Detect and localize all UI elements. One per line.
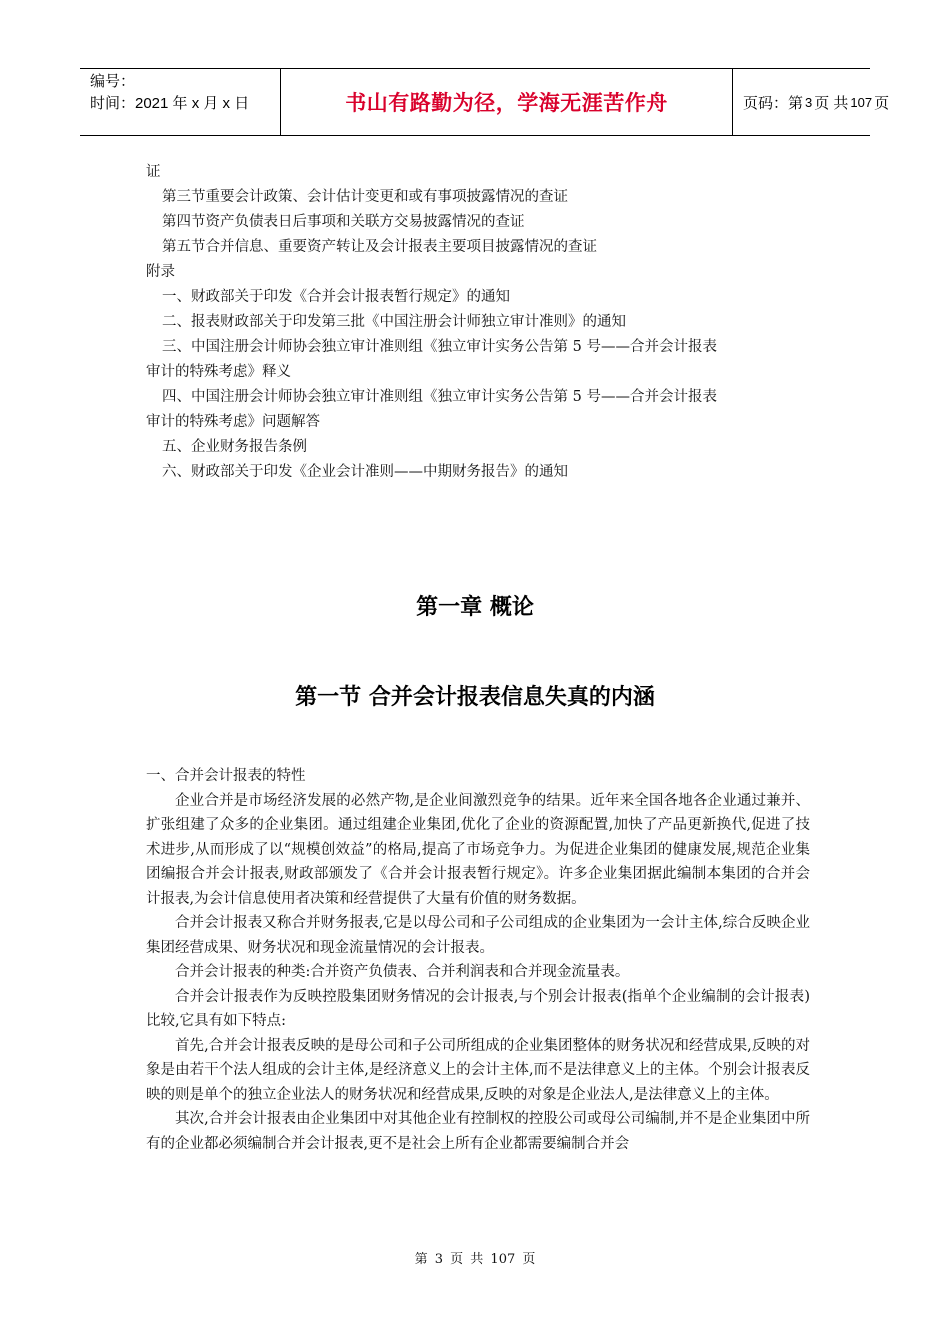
toc-line: 第五节合并信息、重要资产转让及会计报表主要项目披露情况的查证 xyxy=(162,239,597,255)
page-suffix: 页 xyxy=(874,94,890,112)
page-middle: 页 共 xyxy=(814,94,849,112)
toc-line: 附录 xyxy=(146,264,175,280)
body-paragraph: 其次,合并会计报表由企业集团中对其他企业有控制权的控股公司或母公司编制,并不是企业集团中所有的企业都必须编制合并会计报表,更不是社会上所有企业都需要编制合并会 xyxy=(146,1111,810,1152)
toc-line: 五、企业财务报告条例 xyxy=(162,439,307,455)
header-motto: 书山有路勤为径，学海无涯苦作舟 xyxy=(345,91,668,115)
toc-line: 一、财政部关于印发《合并会计报表暂行规定》的通知 xyxy=(162,289,510,305)
toc-line: 审计的特殊考虑》释义 xyxy=(146,364,291,380)
body-paragraph: 合并会计报表又称合并财务报表,它是以母公司和子公司组成的企业集团为一会计主体,综合反映企业集团经营成果、财务状况和现金流量情况的会计报表。 xyxy=(146,915,810,956)
header-motto-cell xyxy=(281,69,733,135)
header-page-cell xyxy=(733,69,890,135)
body-paragraph: 合并会计报表作为反映控股集团财务情况的会计报表,与个别会计报表(指单个企业编制的会计报表)比较,它具有如下特点: xyxy=(146,988,810,1029)
page-header xyxy=(80,68,890,136)
toc-line: 四、中国注册会计师协会独立审计准则组《独立审计实务公告第 5 号——合并会计报表 xyxy=(162,389,717,405)
page-current: 3 xyxy=(805,94,813,110)
document-date: 时间：2021 年 x 月 x 日 xyxy=(90,95,250,112)
toc-line: 审计的特殊考虑》问题解答 xyxy=(146,414,320,430)
toc-line: 第四节资产负债表日后事项和关联方交易披露情况的查证 xyxy=(162,214,525,230)
body-heading: 一、合并会计报表的特性 xyxy=(146,768,306,784)
body-paragraph: 合并会计报表的种类:合并资产负债表、合并利润表和合并现金流量表。 xyxy=(175,964,630,980)
page-prefix: 页码：第 xyxy=(743,94,804,112)
body-text xyxy=(146,764,810,1156)
toc-list xyxy=(146,160,814,485)
toc-line: 六、财政部关于印发《企业会计准则——中期财务报告》的通知 xyxy=(162,464,568,480)
toc-line: 证 xyxy=(146,164,161,180)
page-footer: 第 3 页 共 107 页 xyxy=(414,1252,536,1267)
toc-line: 二、报表财政部关于印发第三批《中国注册会计师独立审计准则》的通知 xyxy=(162,314,626,330)
page-total: 107 xyxy=(850,94,873,110)
toc-line: 第三节重要会计政策、会计估计变更和或有事项披露情况的查证 xyxy=(162,189,568,205)
section-title: 第一节 合并会计报表信息失真的内涵 xyxy=(295,685,655,710)
header-left-cell xyxy=(80,69,281,135)
document-number-label: 编号： xyxy=(90,73,136,90)
toc-line: 三、中国注册会计师协会独立审计准则组《独立审计实务公告第 5 号——合并会计报表 xyxy=(162,339,717,355)
chapter-title: 第一章 概论 xyxy=(416,595,534,620)
body-paragraph: 企业合并是市场经济发展的必然产物,是企业间激烈竞争的结果。近年来全国各地各企业通过兼并、扩张组建了众多的企业集团。通过组建企业集团,优化了企业的资源配置,加快了产品更新换代,促进了技术进步,从而形成了以“规模创效益”的格局,提高了市场竞争力。为促进企业集团的健康发展,规范企业集团编报合并会计报表,财政部颁发了《合并会计报表暂行规定》。许多企业集团据此编制本集团的合并会计报表,为会计信息使用者决策和经营提供了大量有价值的财务数据。 xyxy=(146,792,810,907)
body-paragraph: 首先,合并会计报表反映的是母公司和子公司所组成的企业集团整体的财务状况和经营成果,反映的对象是由若干个法人组成的会计主体,是经济意义上的会计主体,而不是法律意义上的主体。个别会计报表反映的则是单个的独立企业法人的财务状况和经营成果,反映的对象是企业法人,是法律意义上的主体。 xyxy=(146,1037,810,1103)
